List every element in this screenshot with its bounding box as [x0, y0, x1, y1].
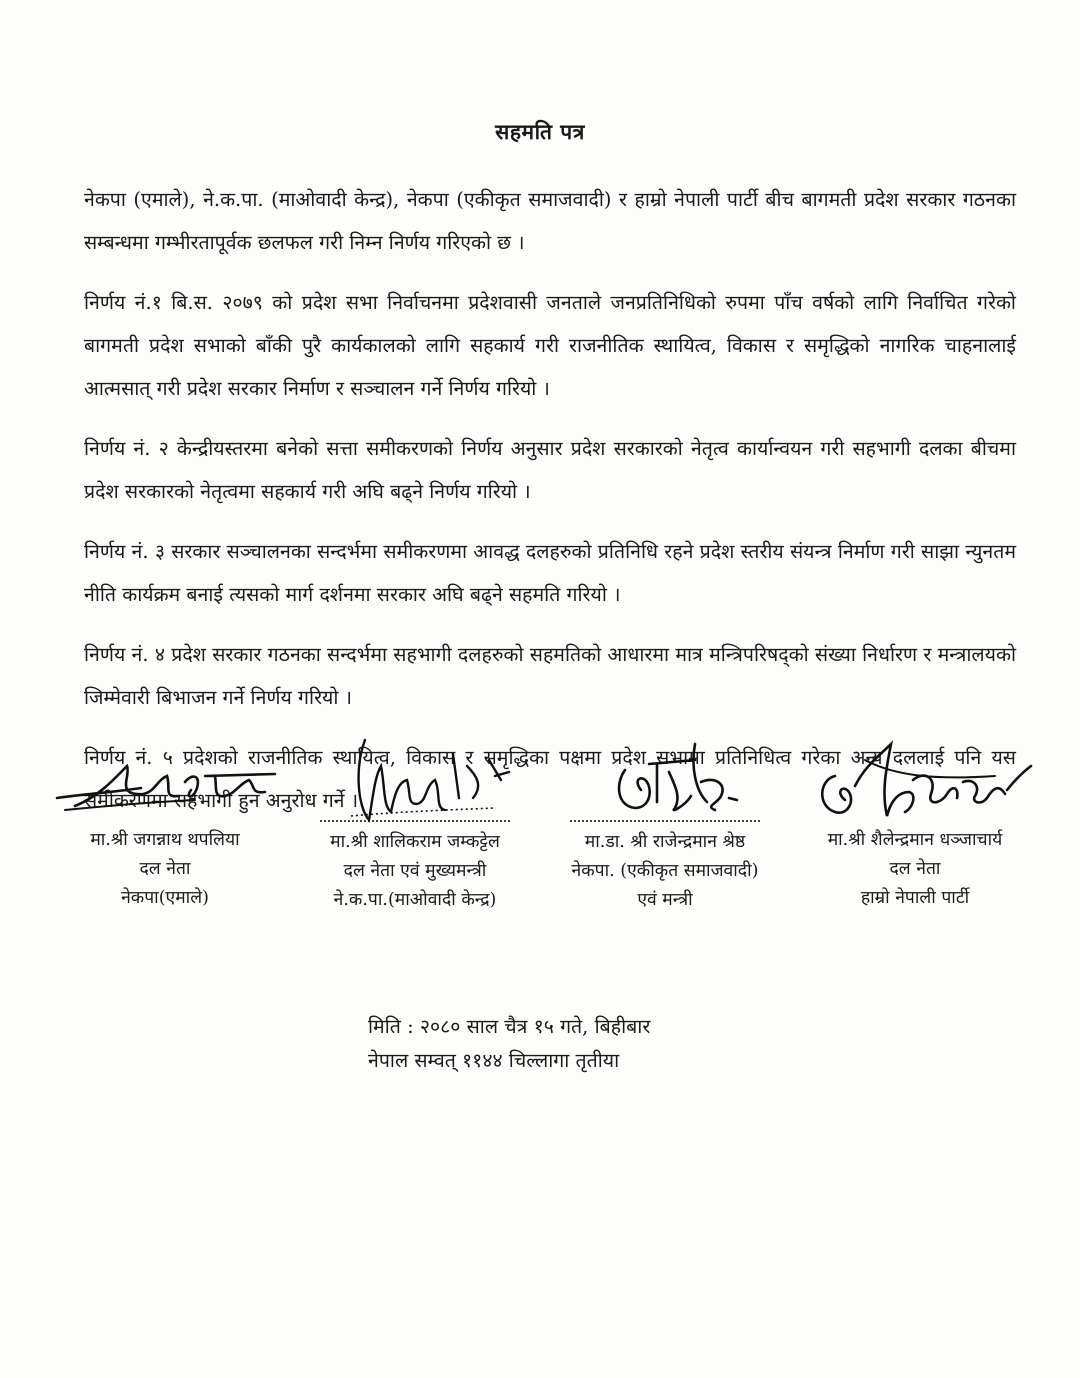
- signatory-block-3: [540, 736, 790, 915]
- decision-2-paragraph: निर्णय नं. २ केन्द्रीयस्तरमा बनेको सत्ता समीकरणको निर्णय अनुसार प्रदेश सरकारको नेतृत्व कार्यान्वयन गरी सहभागी दलका बीचमा प्रदेश सरकारको नेतृत्वमा सहकार्य गरी अघि बढ्ने निर्णय गरियो ।: [84, 437, 1016, 503]
- signatory-role: दल नेता एवं मुख्यमन्त्री: [343, 861, 487, 881]
- signatory-party: नेकपा(एमाले): [121, 888, 209, 908]
- signature-section: [40, 736, 1040, 916]
- decision-5-paragraph: निर्णय नं. ५ प्रदेशको राजनीतिक स्थायित्व, विकास र समृद्धिका पक्षमा प्रदेश सभामा प्रतिनिधित्व गरेका अन्य दललाई पनि यस समीकरणमा सहभागी हुन अनुरोध गर्ने ।: [84, 746, 1016, 812]
- signature-4: [795, 736, 1035, 826]
- date-line-1: मिति : २०८० साल चैत्र १५ गते, बिहीबार: [368, 1015, 651, 1038]
- signature-2: [295, 736, 535, 826]
- decision-3-paragraph: निर्णय नं. ३ सरकार सञ्चालनका सन्दर्भमा समीकरणमा आवद्ध दलहरुको प्रतिनिधि रहने प्रदेश स्तरीय संयन्त्र निर्माण गरी साझा न्युनतम नीति कार्यक्रम बनाई त्यसको मार्ग दर्शनमा सरकार अघि बढ्ने सहमति गरियो ।: [84, 540, 1016, 606]
- signatory-block-2: [290, 736, 540, 915]
- signature-line: [320, 820, 510, 822]
- signatory-name: मा.श्री शालिकराम जम्कट्टेल: [330, 832, 500, 852]
- signatory-block-4: [790, 736, 1040, 913]
- signatory-name: मा.डा. श्री राजेन्द्रमान श्रेष्ठ: [584, 832, 746, 852]
- signatory-party: हाम्रो नेपाली पार्टी: [860, 888, 970, 908]
- signatory-role: नेकपा. (एकीकृत समाजवादी): [571, 861, 759, 881]
- signature-1: [45, 736, 285, 826]
- signatory-role: दल नेता: [139, 859, 191, 879]
- document-title: सहमति पत्र: [495, 119, 585, 144]
- signatory-role: दल नेता: [889, 859, 941, 879]
- signatory-party: ने.क.पा.(माओवादी केन्द्र): [333, 890, 497, 910]
- signatory-block-1: [40, 736, 290, 913]
- intro-paragraph: नेकपा (एमाले), ने.क.पा. (माओवादी केन्द्र), नेकपा (एकीकृत समाजवादी) र हाम्रो नेपाली पार्टी बीच बागमती प्रदेश सरकार गठनका सम्बन्धमा गम्भीरतापूर्वक छलफल गरी निम्न निर्णय गरिएको छ ।: [84, 188, 1016, 254]
- date-line-2: नेपाल सम्वत् ११४४ चिल्लागा तृतीया: [368, 1049, 620, 1072]
- signature-line: [570, 820, 760, 822]
- decision-4-paragraph: निर्णय नं. ४ प्रदेश सरकार गठनका सन्दर्भमा सहभागी दलहरुको सहमतिको आधारमा मात्र मन्त्रिपरिषद्को संख्या निर्धारण र मन्त्रालयको जिम्मेवारी बिभाजन गर्ने निर्णय गरियो ।: [84, 643, 1016, 709]
- date-section: [368, 1010, 848, 1078]
- signatory-name: मा.श्री जगन्नाथ थपलिया: [90, 830, 240, 850]
- signatory-name: मा.श्री शैलेन्द्रमान धञ्जाचार्य: [827, 830, 1003, 850]
- signature-3: [545, 736, 785, 826]
- signatory-party: एवं मन्त्री: [637, 890, 693, 910]
- decision-1-paragraph: निर्णय नं.१ बि.स. २०७९ को प्रदेश सभा निर्वाचनमा प्रदेशवासी जनताले जनप्रतिनिधिको रुपमा पाँच वर्षको लागि निर्वाचित गरेको बागमती प्रदेश सभाको बाँकी पुरै कार्यकालको लागि सहकार्य गरी राजनीतिक स्थायित्व, विकास र समृद्धिको नागरिक चाहनालाई आत्मसात् गरी प्रदेश सरकार निर्माण र सञ्चालन गर्ने निर्णय गरियो ।: [84, 291, 1016, 400]
